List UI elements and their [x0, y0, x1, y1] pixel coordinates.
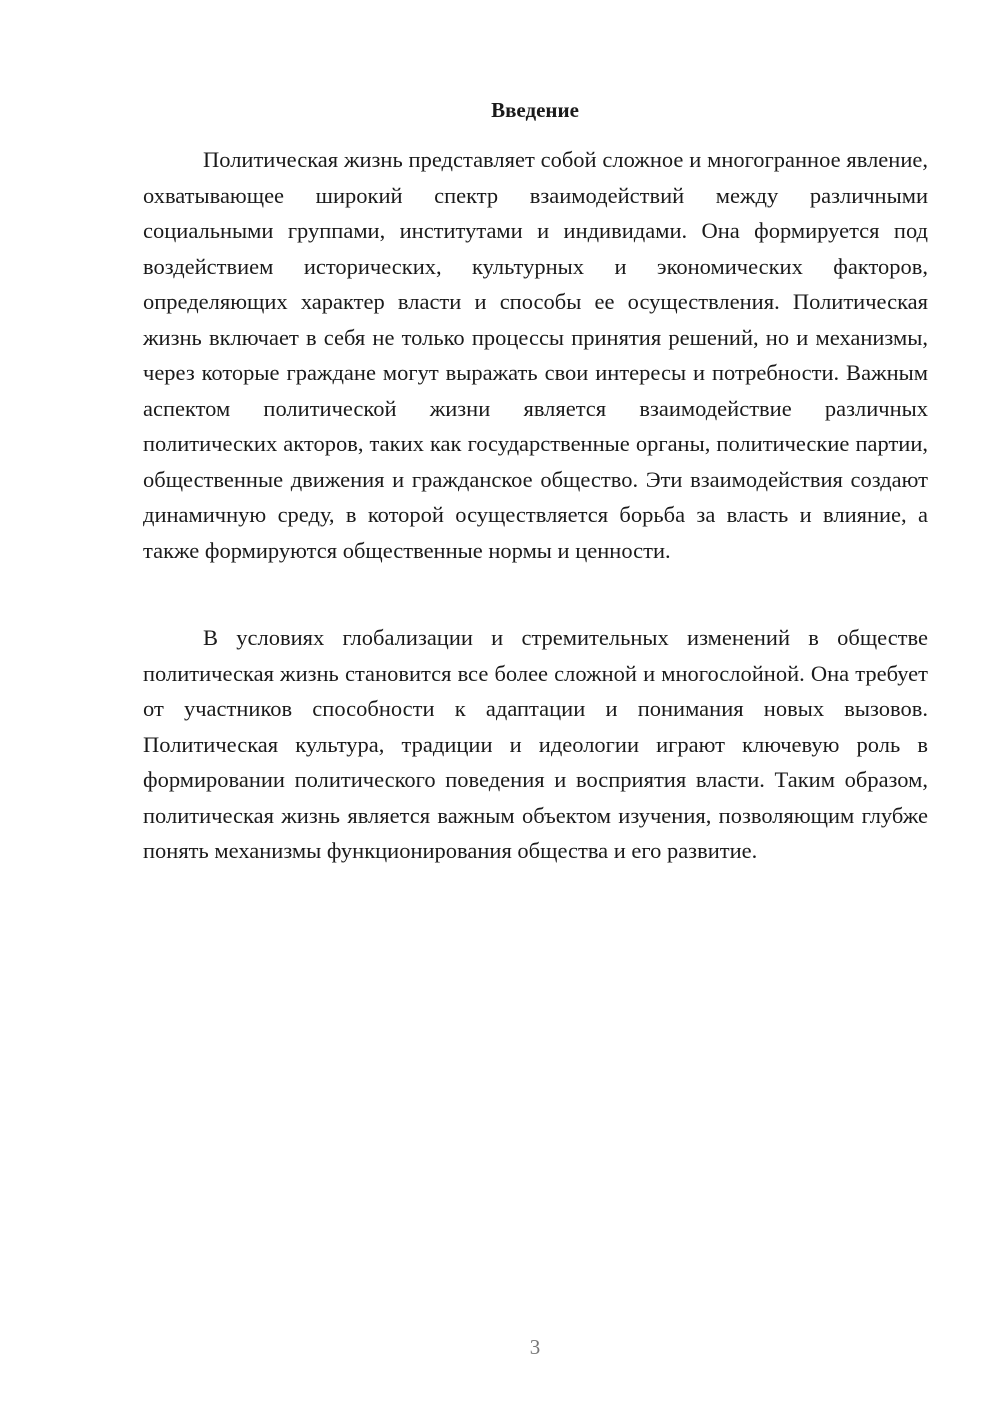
page-number: 3 — [529, 1335, 541, 1359]
paragraph-1: Политическая жизнь представляет собой сложное и многогранное явление, охватывающее широкий спектр взаимодействий между различными социальными группами, институтами и индивидами. Она формируется под воздействием исторических, культурных и экономических факторов, определяющих характер власти и способы ее осуществления. Политическая жизнь включает в себя не только процессы принятия решений, но и механизмы, через которые граждане могут выражать свои интересы и потребности. Важным аспектом политической жизни является взаимодействие различных политических акторов, таких как государственные органы, политические партии, общественные движения и гражданское общество. Эти взаимодействия создают динамичную среду, в которой осуществляется борьба за власть и влияние, а также формируются общественные нормы и ценности. — [143, 147, 928, 563]
section-title: Введение — [491, 98, 579, 122]
paragraph-2: В условиях глобализации и стремительных изменений в обществе политическая жизнь становится все более сложной и многослойной. Она требует от участников способности к адаптации и понимания новых вызовов. Политическая культура, традиции и идеологии играют ключевую роль в формировании политического поведения и восприятия власти. Таким образом, политическая жизнь является важным объектом изучения, позволяющим глубже понять механизмы функционирования общества и его развитие. — [143, 625, 928, 863]
